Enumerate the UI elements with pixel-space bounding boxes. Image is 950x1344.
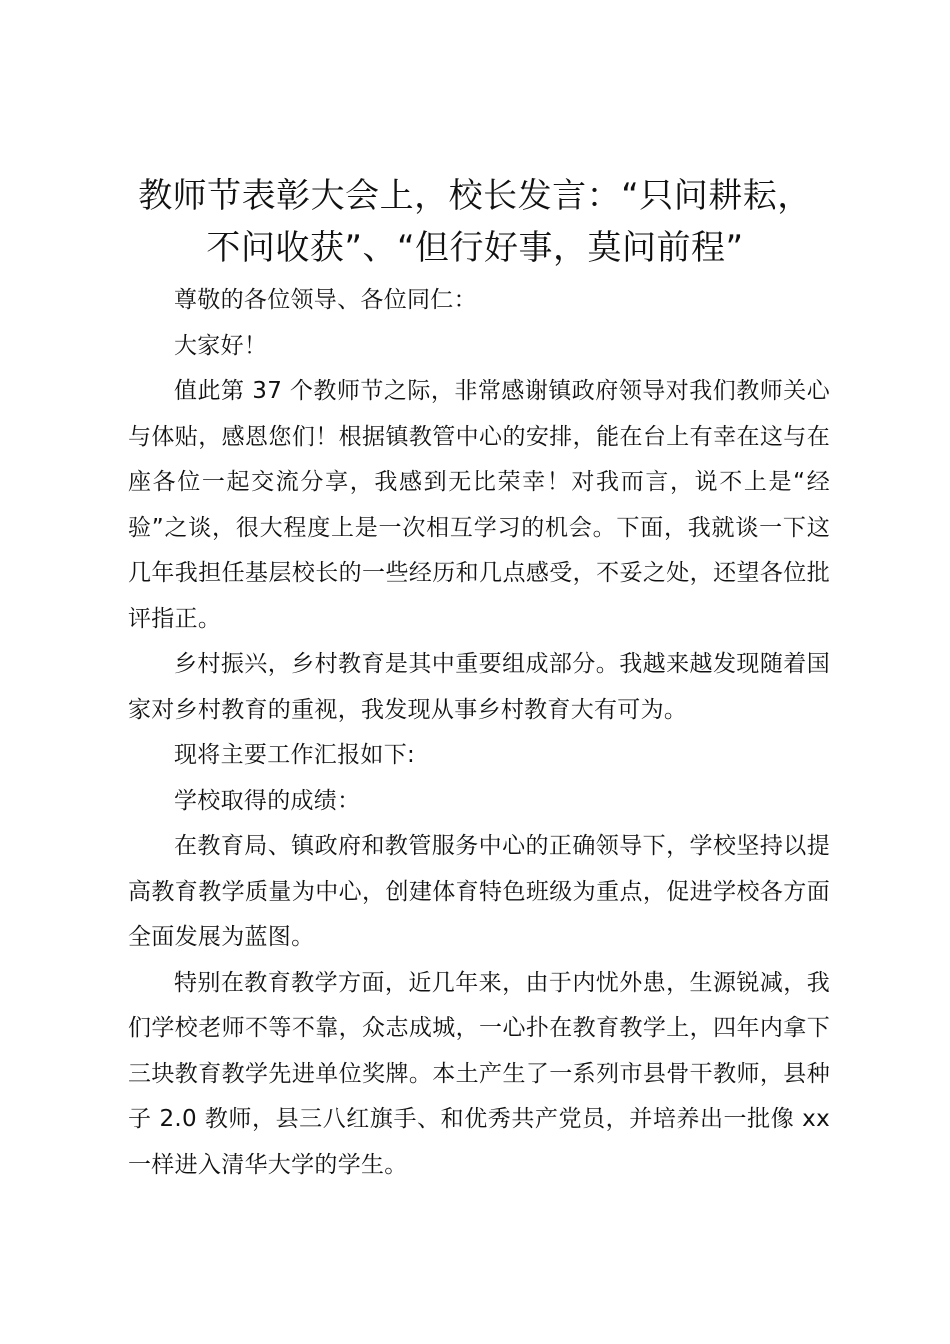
title-line-2: 不问收获”、“但行好事，莫问前程” <box>206 228 744 268</box>
paragraph-leadership: 在教育局、镇政府和教管服务中心的正确领导下，学校坚持以提高教育教学质量为中心，创建体育特色班级为重点，促进学校各方面全面发展为蓝图。 <box>128 833 830 950</box>
paragraph-report-heading: 现将主要工作汇报如下: <box>174 742 416 768</box>
paragraph-teaching: 特别在教育教学方面，近几年来，由于内忧外患，生源锐减，我们学校老师不等不靠，众志成城，一心扑在教育教学上，四年内拿下三块教育教学先进单位奖牌。本土产生了一系列市县骨干教师，县种子 2.0 教师，县三八红旗手、和优秀共产党员，并培养出一批像 xx 一样进入清华大学的学生。 <box>128 969 830 1178</box>
salutation: 尊敬的各位领导、各位同仁： <box>174 287 477 313</box>
document-title <box>110 170 840 274</box>
paragraph-intro: 值此第 37 个教师节之际，非常感谢镇政府领导对我们教师关心与体贴，感恩您们！根据镇教管中心的安排，能在台上有幸在这与在座各位一起交流分享，我感到无比荣幸！对我而言，说不上是“经验”之谈，很大程度上是一次相互学习的机会。下面，我就谈一下这几年我担任基层校长的一些经历和几点感受，不妥之处，还望各位批评指正。 <box>128 378 830 632</box>
document-body <box>128 278 830 1188</box>
greeting: 大家好！ <box>174 332 268 359</box>
paragraph-achievements-heading: 学校取得的成绩： <box>174 787 361 814</box>
title-line-1: 教师节表彰大会上，校长发言：“只问耕耘， <box>138 176 812 216</box>
paragraph-rural-education: 乡村振兴，乡村教育是其中重要组成部分。我越来越发现随着国家对乡村教育的重视，我发现从事乡村教育大有可为。 <box>128 651 830 723</box>
